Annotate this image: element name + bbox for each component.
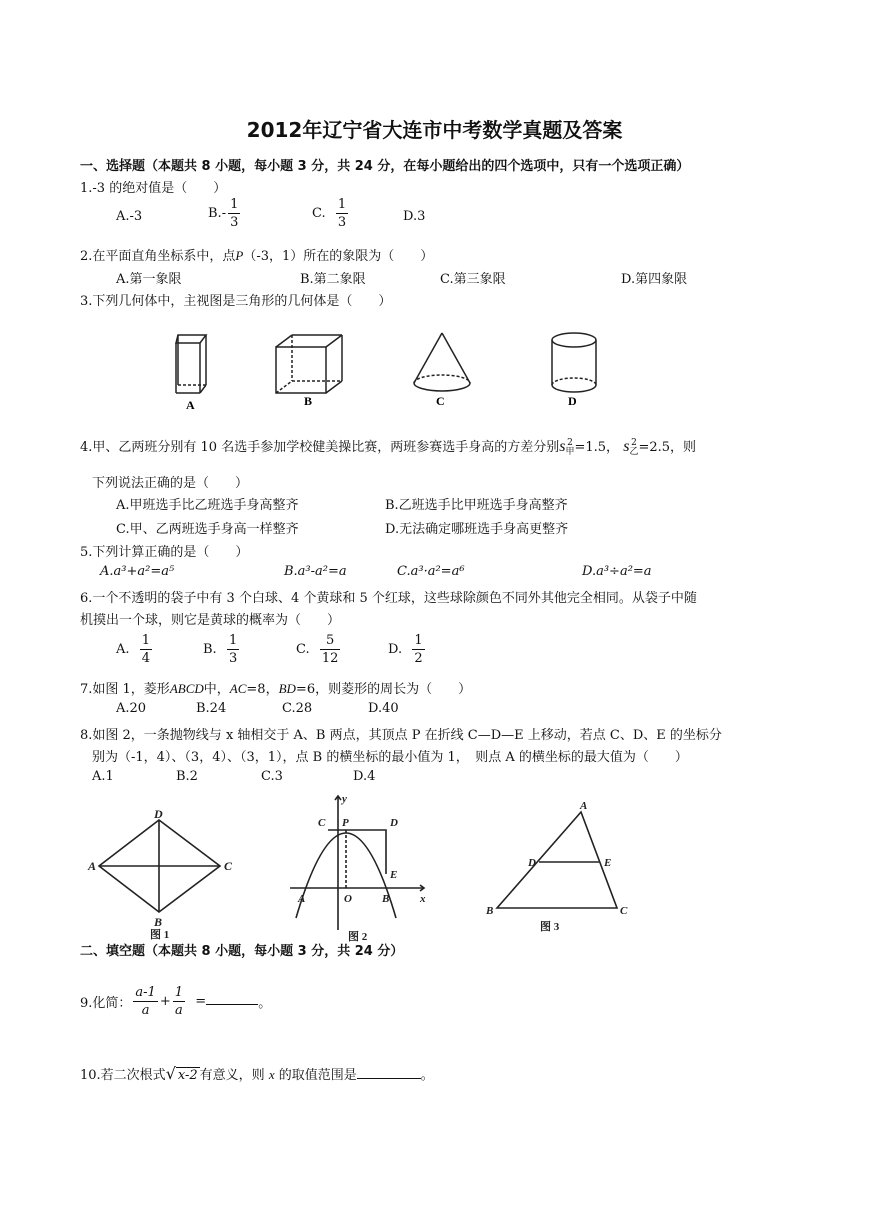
q5-option-c: C.a³·a²=a⁶ <box>397 564 465 579</box>
question-2-stem: 2.在平面直角坐标系中，点P（-3，1）所在的象限为（ ） <box>80 248 434 264</box>
q6-option-b: B. $\frac{1}{3}$ <box>203 633 238 666</box>
q6-option-d: D. $\frac{1}{2}$ <box>388 633 423 666</box>
question-1-stem: 1.-3 的绝对值是（ ） <box>80 181 227 196</box>
fig3-label-a: A <box>580 800 588 812</box>
fig2-label-y: y <box>342 793 347 805</box>
q10-answer-blank <box>357 1066 421 1079</box>
q4-option-c: C.甲、乙两班选手身高一样整齐 <box>116 522 299 537</box>
q3-solids-figure <box>160 325 620 415</box>
solid-label-a: A <box>186 398 195 412</box>
cylinder-drawing <box>552 333 596 392</box>
cone-drawing <box>414 333 470 391</box>
q7-option-b: B.24 <box>196 701 227 716</box>
q5-option-d: D.a³÷a²=a <box>582 564 652 579</box>
fig2-label-p: P <box>342 817 349 829</box>
fig1-label-a: A <box>88 859 97 873</box>
q5-option-a: A.a³+a²=a⁵ <box>100 564 175 579</box>
q1-option-b: B.- $\frac{1}{3}$ <box>208 197 239 230</box>
question-9: 9.化简： $\frac{a-1}{a}$ + $\frac{1}{a}$ = 。 <box>80 985 272 1018</box>
section-heading-fill: 二、填空题（本题共 8 小题，每小题 3 分，共 24 分） <box>80 944 404 959</box>
q1-option-d: D.3 <box>403 209 426 224</box>
question-6-line2: 机摸出一个球，则它是黄球的概率为（ ） <box>80 613 341 628</box>
question-4-stem: 4.甲、乙两班分别有 10 名选手参加学校健美操比赛，两班参赛选手身高的方差分别s 2 甲 =1.5， s 2 乙 =2.5，则 <box>80 437 697 457</box>
question-5-stem: 5.下列计算正确的是（ ） <box>80 545 249 560</box>
fig2-label-c: C <box>318 817 326 829</box>
fig3-label-b: B <box>486 905 494 917</box>
q7-option-d: D.40 <box>368 701 399 716</box>
question-10: 10.若二次根式√ x-2 有意义，则 x 的取值范围是 。 <box>80 1064 434 1083</box>
rhombus-figure <box>99 820 220 912</box>
fig3-label-d: D <box>528 857 536 869</box>
q8-option-a: A.1 <box>92 769 114 784</box>
q6-option-a: A. $\frac{1}{4}$ <box>116 633 151 666</box>
q2-option-d: D.第四象限 <box>621 272 688 287</box>
page-title: 2012年辽宁省大连市中考数学真题及答案 <box>246 118 623 142</box>
solid-label-c: C <box>436 394 445 408</box>
question-6-line1: 6.一个不透明的袋子中有 3 个白球、4 个黄球和 5 个红球，这些球除颜色不同外其他完全相同。从袋子中随 <box>80 591 697 606</box>
question-4-line2: 下列说法正确的是（ ） <box>92 476 249 491</box>
parabola-figure <box>290 796 424 930</box>
q4-option-a: A.甲班选手比乙班选手身高整齐 <box>116 498 299 513</box>
question-7-stem: 7.如图 1，菱形ABCD中，AC=8，BD=6，则菱形的周长为（ ） <box>80 681 472 697</box>
solid-label-d: D <box>568 394 577 408</box>
fig2-label-a: A <box>298 893 306 905</box>
fig1-label-b: B <box>154 915 163 929</box>
q1-option-a: A.-3 <box>116 209 143 224</box>
triangle-figure <box>497 812 617 908</box>
fig2-caption: 图 2 <box>348 931 368 943</box>
q7-option-a: A.20 <box>116 701 147 716</box>
fig3-label-c: C <box>620 905 628 917</box>
q5-option-b: B.a³-a²=a <box>284 564 347 579</box>
q1-option-c: C. $\frac{1}{3}$ <box>312 197 347 230</box>
question-8-line2: 别为（-1，4）、（3，4）、（3，1），点 B 的横坐标的最小值为 1， 则点 A 的横坐标的最大值为（ ） <box>92 750 688 765</box>
triangular-prism-drawing <box>176 335 206 393</box>
section-heading-choice: 一、选择题（本题共 8 小题，每小题 3 分，共 24 分，在每小题给出的四个选项中，只有一个选项正确） <box>80 159 690 174</box>
q8-option-c: C.3 <box>261 769 283 784</box>
q2-option-c: C.第三象限 <box>440 272 506 287</box>
q6-option-c: C. $\frac{5}{12}$ <box>296 633 339 666</box>
q9-answer-blank <box>206 992 258 1005</box>
fig3-caption: 图 3 <box>540 921 560 933</box>
fig2-label-x: x <box>420 893 426 905</box>
question-3-stem: 3.下列几何体中，主视图是三角形的几何体是（ ） <box>80 294 392 309</box>
fig1-label-c: C <box>224 859 233 873</box>
fig2-label-d: D <box>390 817 398 829</box>
q8-option-b: B.2 <box>176 769 198 784</box>
q2-option-b: B.第二象限 <box>300 272 366 287</box>
q8-option-d: D.4 <box>353 769 376 784</box>
cube-drawing <box>276 335 342 393</box>
q2-option-a: A.第一象限 <box>116 272 182 287</box>
fig2-label-b: B <box>382 893 390 905</box>
fig1-caption: 图 1 <box>150 929 170 941</box>
fig1-label-d: D <box>154 807 163 821</box>
solid-label-b: B <box>304 394 313 408</box>
figures-1-2-3 <box>84 790 664 945</box>
q7-option-c: C.28 <box>282 701 313 716</box>
fig2-label-e: E <box>390 869 398 881</box>
q4-option-b: B.乙班选手比甲班选手身高整齐 <box>385 498 568 513</box>
q4-option-d: D.无法确定哪班选手身高更整齐 <box>385 522 569 537</box>
fig3-label-e: E <box>604 857 612 869</box>
question-8-line1: 8.如图 2，一条抛物线与 x 轴相交于 A、B 两点，其顶点 P 在折线 C—D—E 上移动，若点 C、D、E 的坐标分 <box>80 728 722 743</box>
fig2-label-o: O <box>344 893 352 905</box>
